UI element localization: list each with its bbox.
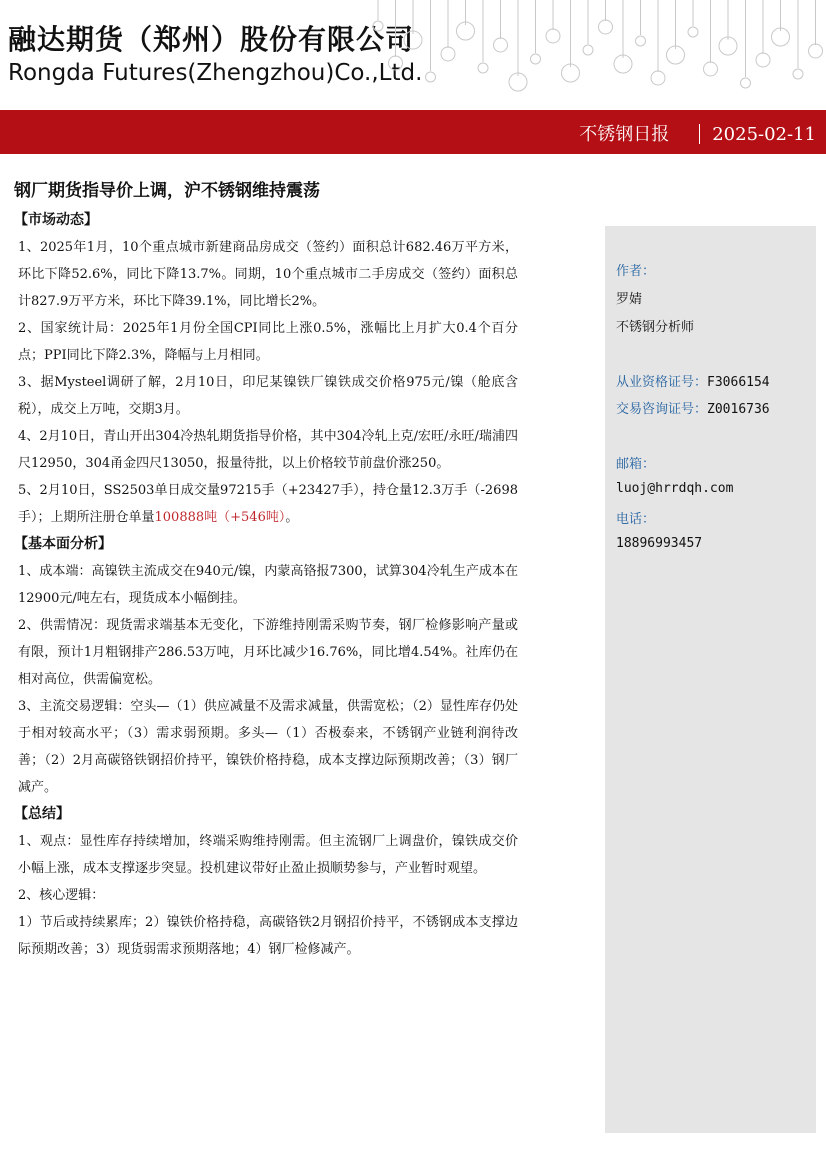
consult-label: 交易咨询证号： (616, 402, 708, 417)
company-name-en: Rongda Futures(Zhengzhou)Co.,Ltd. (8, 60, 423, 86)
market-item (18, 477, 518, 531)
market-item5-end: 。 (285, 510, 299, 525)
author-name: 罗婧 (616, 292, 643, 307)
section-title-summary: 【总结】 (14, 806, 70, 822)
license-number: F3066154 (707, 375, 770, 390)
company-name-cn: 融达期货（郑州）股份有限公司 (8, 23, 415, 56)
divider (699, 124, 700, 144)
fundamental-item: 3、主流交易逻辑：空头—（1）供应减量不及需求减量，供需宽松；（2）显性库存仍处于相对较高水平；（3）需求弱预期。多头—（1）否极泰来，不锈钢产业链利润待改善；（2）2月高碳铬铁钢招价持平，镍铁价格持稳，成本支撑边际预期改善；（3）钢厂减产。 (18, 699, 518, 795)
market-item: 4、2月10日，青山开出304冷热轧期货指导价格，其中304冷轧上克/宏旺/永旺/瑞浦四尺12950，304甬金四尺13050，报量待批，以上价格较节前盘价涨250。 (18, 429, 518, 471)
section-title-market: 【市场动态】 (14, 212, 98, 228)
market-item5-text: 5、2月10日，SS2503单日成交量97215手（+23427手），持仓量12.3万手（-2698手）；上期所注册仓单量 (18, 483, 518, 525)
summary-item: 1）节后或持续累库；2）镍铁价格持稳，高碳铬铁2月钢招价持平，不锈钢成本支撑边际预期改善；3）现货弱需求预期落地；4）钢厂检修减产。 (18, 915, 518, 957)
phone-number: 18896993457 (616, 536, 703, 551)
summary-item: 1、观点：显性库存持续增加，终端采购维持刚需。但主流钢厂上调盘价，镍铁成交价小幅上涨，成本支撑逐步突显。投机建议带好止盈止损顺势参与，产业暂时观望。 (18, 834, 518, 876)
author-label: 作者： (616, 264, 656, 279)
main-content (14, 207, 518, 963)
report-date: 2025-02-11 (712, 124, 816, 145)
decorative-pattern (370, 0, 826, 108)
warrant-highlight: 100888吨（+546吨） (154, 510, 286, 525)
summary-item: 2、核心逻辑： (18, 888, 105, 903)
consult-row (616, 398, 770, 417)
license-label: 从业资格证号： (616, 375, 708, 390)
license-row (616, 371, 770, 390)
market-item: 3、据Mysteel调研了解，2月10日，印尼某镍铁厂镍铁成交价格975元/镍（舱底含税），成交上万吨，交期3月。 (18, 375, 518, 417)
email-label: 邮箱： (616, 457, 656, 472)
market-item: 1、2025年1月，10个重点城市新建商品房成交（签约）面积总计682.46万平方米，环比下降52.6%，同比下降13.7%。同期，10个重点城市二手房成交（签约）面积总计827.9万平方米，环比下降39.1%，同比增长2%。 (18, 240, 518, 309)
market-item: 2、国家统计局：2025年1月份全国CPI同比上涨0.5%，涨幅比上月扩大0.4个百分点；PPI同比下降2.3%，降幅与上月相同。 (18, 321, 518, 363)
report-header (0, 0, 826, 110)
section-title-fundamental: 【基本面分析】 (14, 536, 112, 552)
title-bar (0, 110, 826, 154)
fundamental-item: 2、供需情况：现货需求端基本无变化，下游维持刚需采购节奏，钢厂检修影响产量或有限，预计1月粗钢排产286.53万吨，月环比减少16.76%，同比增4.54%。社库仍在相对高位，供需偏宽松。 (18, 618, 518, 687)
report-name: 不锈钢日报 (579, 124, 670, 145)
author-title: 不锈钢分析师 (616, 320, 695, 335)
email-link[interactable]: luoj@hrrdqh.com (616, 481, 734, 496)
headline: 钢厂期货指导价上调，沪不锈钢维持震荡 (14, 181, 320, 201)
consult-number: Z0016736 (707, 402, 770, 417)
fundamental-item: 1、成本端：高镍铁主流成交在940元/镍，内蒙高铬报7300，试算304冷轧生产成本在12900元/吨左右，现货成本小幅倒挂。 (18, 564, 518, 606)
phone-label: 电话： (616, 512, 656, 527)
author-sidebar (605, 226, 816, 1133)
